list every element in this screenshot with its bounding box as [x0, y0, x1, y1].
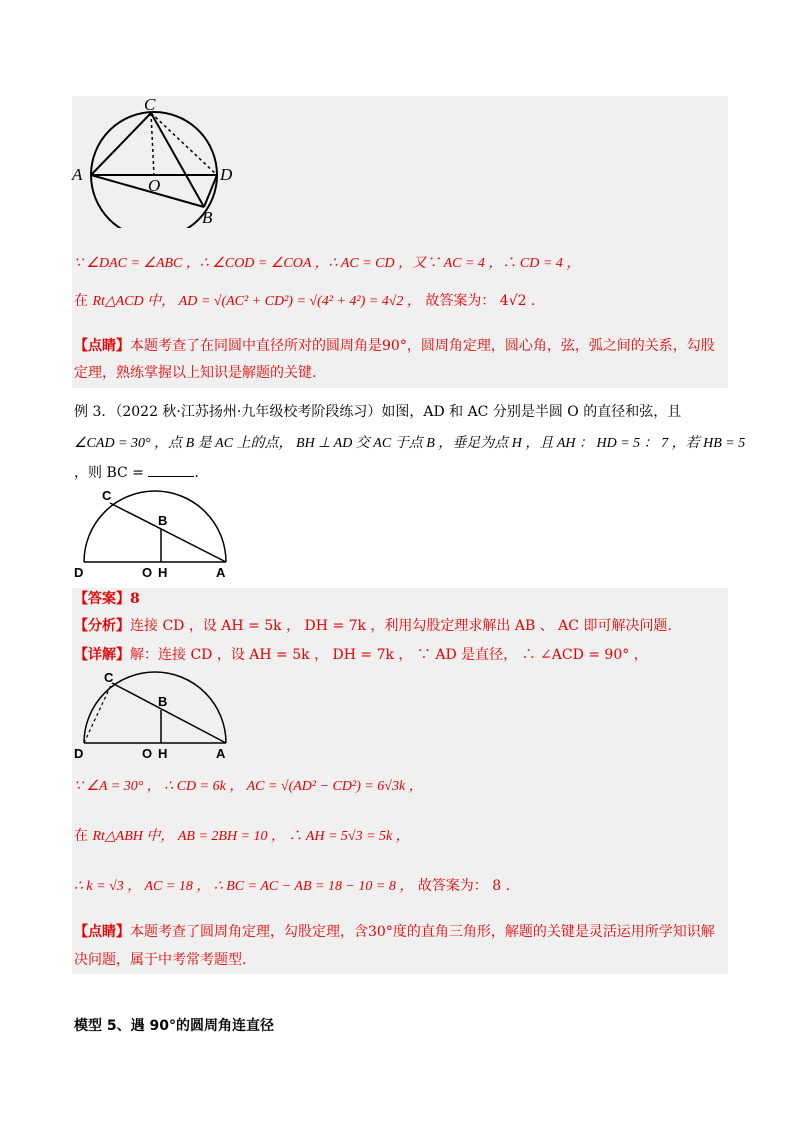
svg-text:H: H: [158, 565, 168, 580]
analysis-line: 【分析】连接 CD ，设 AH = 5k ， DH = 7k ，利用勾股定理求解出 AB 、 AC 即可解决问题.: [74, 618, 672, 634]
svg-text:C: C: [104, 670, 114, 685]
example3-line-1: 例 3．（2022 秋·江苏扬州·九年级校考阶段练习）如图，AD 和 AC 分别是半圆 O 的直径和弦，且: [74, 404, 682, 420]
answer-line: 【答案】8: [74, 591, 140, 607]
model5-title: 模型 5、遇 90°的圆周角连直径: [74, 1018, 274, 1034]
label-o: O: [148, 176, 161, 195]
detail-line: 【详解】解：连接 CD ，设 AH = 5k ， DH = 7k ， ∵ AD 是直径， ∴ ∠ACD = 90° ，: [74, 647, 648, 663]
svg-text:O: O: [142, 746, 153, 761]
comment-line-1: 【点睛】本题考查了在同圆中直径所对的圆周角是90°，圆周角定理，圆心角，弦，弧之间的关系，勾股: [74, 338, 715, 354]
comment2-line-2: 决问题，属于中考常考题型.: [74, 952, 247, 968]
example3-line-2: ∠CAD = 30° ，点 B 是 AC 上的点， BH ⊥ AD 交 AC 于点 B ，垂足为点 H ，且 AH ： HD = 5 ： 7 ，若 HB = 5: [74, 436, 746, 451]
figure-semicircle: [72, 486, 232, 581]
svg-text:A: A: [216, 746, 226, 761]
step-line-2: 在 Rt△ABH 中， AB = 2BH = 10 ， ∴ AH = 5√3 = 5k ，: [74, 828, 410, 844]
circle-outline: [91, 112, 217, 228]
comment-line-2: 定理，熟练掌握以上知识是解题的关键.: [74, 365, 317, 381]
svg-text:B: B: [158, 513, 168, 528]
figure-semicircle-cd: [72, 670, 232, 765]
svg-text:D: D: [74, 565, 84, 580]
step-line-3: ∴ k = √3 ， AC = 18 ， ∴ BC = AC − AB = 18 − 10 = 8 ， 故答案为： 8 .: [74, 878, 511, 894]
svg-text:O: O: [142, 565, 153, 580]
comment2-line-1: 【点睛】本题考查了圆周角定理，勾股定理，含30°度的直角三角形，解题的关键是灵活运用所学知识解: [74, 924, 715, 940]
label-a: A: [72, 165, 83, 184]
reasoning-line-1: ∵ ∠DAC = ∠ABC ，∴ ∠COD = ∠COA ，∴ AC = CD ，又∵ AC = 4 ，∴ CD = 4 ，: [74, 256, 581, 271]
reasoning-line-2: 在 Rt△ACD 中， AD = √(AC² + CD²) = √(4² + 4²) = 4√2 ， 故答案为： 4√2 .: [74, 293, 536, 309]
example3-line-3: ，则 BC = .: [74, 462, 199, 483]
svg-text:D: D: [74, 746, 84, 761]
step-line-1: ∵ ∠A = 30° ， ∴ CD = 6k ， AC = √(AD² − CD²) = 6√3k ，: [74, 779, 423, 794]
svg-text:C: C: [102, 488, 112, 503]
label-b: B: [202, 208, 213, 227]
figure-circle-abcd: [70, 96, 240, 228]
svg-text:H: H: [158, 746, 168, 761]
svg-text:A: A: [216, 565, 226, 580]
label-c: C: [144, 96, 156, 114]
svg-text:B: B: [158, 694, 168, 709]
label-d: D: [220, 165, 233, 184]
answer-blank: [148, 462, 194, 477]
